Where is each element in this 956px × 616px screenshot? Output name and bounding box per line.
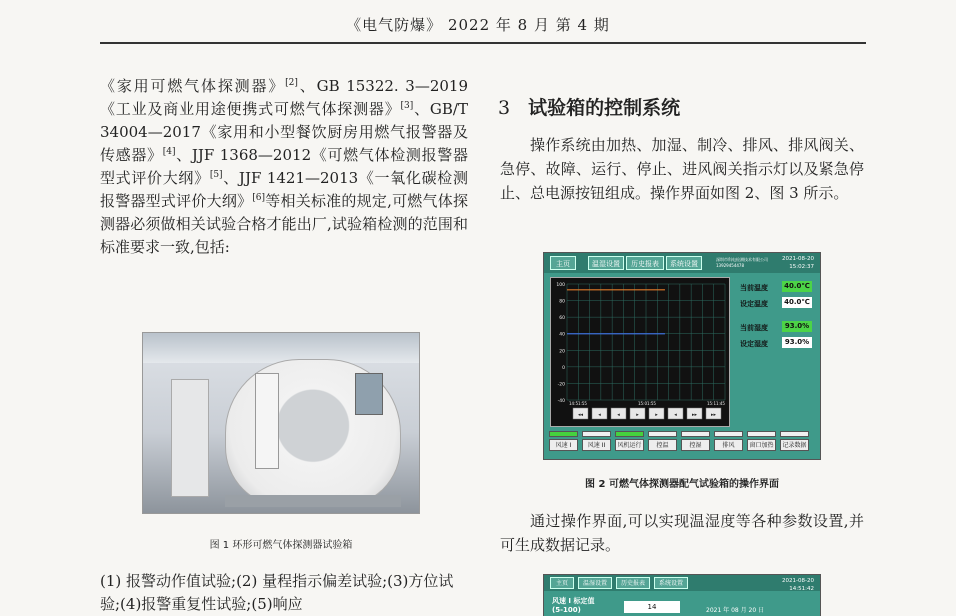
control-button[interactable] xyxy=(582,431,611,451)
chart-nav-glyph: ◂ xyxy=(674,412,677,418)
screen-time: 15:02:37 xyxy=(789,264,814,270)
screen-topbar xyxy=(544,253,820,273)
control-button-label: 排风 xyxy=(714,439,743,451)
section-number: 3 xyxy=(498,97,511,119)
citation: [3] xyxy=(400,101,414,111)
tab-history-report[interactable]: 历史报表 xyxy=(626,256,664,270)
status-indicator xyxy=(747,431,776,437)
text-run: 、GB 15322. 3—2019《工业及商业用途便携式可燃气体探测器》 xyxy=(100,77,468,118)
screen-datetime xyxy=(782,255,814,271)
y-tick-label: 60 xyxy=(559,316,565,322)
y-tick-label: 0 xyxy=(562,365,565,371)
chart-nav-glyph: ▸ xyxy=(655,412,658,418)
photo-control-panel xyxy=(355,373,383,415)
figure-1-photo xyxy=(142,332,420,514)
chart-nav-glyph: ◂◂ xyxy=(577,412,584,418)
chart-nav-glyph: ▸ xyxy=(636,412,639,418)
control-button[interactable] xyxy=(780,431,809,451)
screen-time: 14:51:42 xyxy=(789,586,814,592)
fan-speed-calibration-input[interactable]: 14 xyxy=(624,601,680,613)
status-indicator xyxy=(681,431,710,437)
figure-3-operation-screen xyxy=(543,574,821,616)
left-column-paragraph xyxy=(100,75,468,259)
screen-date: 2021-08-20 xyxy=(782,578,814,584)
figure-2-caption: 图 2 可燃气体探测器配气试验箱的操作界面 xyxy=(585,479,779,490)
status-indicator xyxy=(648,431,677,437)
left-column-list: (1) 报警动作值试验;(2) 量程指示偏差试验;(3)方位试验;(4)报警重复性试验;(5)响应 xyxy=(100,572,454,613)
photo-control-cabinet xyxy=(171,379,209,497)
reading-value: 93.0% xyxy=(782,337,812,348)
reading-label: 设定温度 xyxy=(740,300,768,308)
fan-speed-calibration-label xyxy=(552,597,594,615)
y-tick-label: -20 xyxy=(557,382,565,388)
screen-date: 2021-08-20 xyxy=(782,256,814,262)
chart-nav-glyph: ▸▸ xyxy=(710,412,717,418)
citation: [2] xyxy=(285,78,298,88)
text-run: 《家用可燃气体探测器》 xyxy=(100,77,286,95)
citation: [5] xyxy=(209,170,223,180)
control-button-label: 风机运行 xyxy=(615,439,644,451)
control-button[interactable] xyxy=(681,431,710,451)
control-button-label: 风速 I xyxy=(549,439,578,451)
reading-value: 40.0℃ xyxy=(782,297,812,308)
field-label-range: (5-100) xyxy=(552,606,581,614)
x-tick-label: 15:11:45 xyxy=(707,401,725,406)
control-button-label: 控温 xyxy=(648,439,677,451)
status-indicator xyxy=(582,431,611,437)
y-tick-label: 80 xyxy=(559,299,565,305)
status-indicator xyxy=(714,431,743,437)
date-setting-row[interactable]: 2021 年 08 月 20 日 xyxy=(706,607,765,614)
reading-label: 当前温度 xyxy=(740,284,768,292)
tab-temp-humidity-settings[interactable]: 温湿设置 xyxy=(588,256,624,270)
photo-ceiling xyxy=(143,333,419,363)
y-tick-label: -40 xyxy=(557,399,565,404)
control-button[interactable] xyxy=(648,431,677,451)
control-button-label: 记录数据 xyxy=(780,439,809,451)
section-heading xyxy=(498,93,680,120)
header-rule xyxy=(100,42,866,44)
y-tick-label: 100 xyxy=(556,283,565,288)
screen-topbar xyxy=(544,575,820,591)
trend-chart xyxy=(550,277,730,427)
chart-nav-glyph: ▸▸ xyxy=(691,412,698,418)
control-button[interactable] xyxy=(714,431,743,451)
citation: [6] xyxy=(252,193,266,203)
tab-home[interactable]: 主页 xyxy=(550,577,574,589)
reading-label: 设定湿度 xyxy=(740,340,768,348)
y-tick-label: 40 xyxy=(559,332,565,338)
citation: [4] xyxy=(162,147,176,157)
x-tick-label: 14:51:55 xyxy=(569,401,587,406)
control-button[interactable] xyxy=(549,431,578,451)
tab-temp-humidity-settings[interactable]: 温湿设置 xyxy=(578,577,612,589)
text-run: 、GB/T 34004—2017《家用和小型餐饮厨房用燃气报警器及传感器》 xyxy=(100,100,468,164)
tab-system-settings[interactable]: 系统设置 xyxy=(654,577,688,589)
text-run: 、JJF 1421—2013《一氧化碳检测报警器型式评价大纲》 xyxy=(100,169,468,210)
tab-home[interactable]: 主页 xyxy=(550,256,576,270)
right-column-paragraph-2: 通过操作界面,可以实现温湿度等各种参数设置,并可生成数据记录。 xyxy=(500,512,864,554)
text-run: 等相关标准的规定,可燃气体探测器必须做相关试验合格才能出厂,试验箱检测的范围和标准要求一致,包括: xyxy=(100,192,468,256)
tab-history-report[interactable]: 历史报表 xyxy=(616,577,650,589)
tab-system-settings[interactable]: 系统设置 xyxy=(666,256,702,270)
text-run: 、JJF 1368—2012《可燃气体检测报警器型式评价大纲》 xyxy=(100,146,468,187)
journal-title: 《电气防爆》 2022 年 8 月 第 4 期 xyxy=(346,16,610,34)
figure-1-caption: 图 1 环形可燃气体探测器试验箱 xyxy=(209,540,353,551)
control-button-label: 窗口加热 xyxy=(747,439,776,451)
company-info: 深圳市科电检测技术有限公司 13929454478 xyxy=(716,257,768,268)
screen-datetime xyxy=(782,577,814,593)
chart-nav-glyph: ◂ xyxy=(617,412,620,418)
figure-2-operation-screen xyxy=(543,252,821,460)
control-button-label: 风速 II xyxy=(582,439,611,451)
journal-header xyxy=(0,0,956,46)
y-tick-label: 20 xyxy=(559,349,565,355)
status-indicator xyxy=(549,431,578,437)
chart-nav-glyph: ◂ xyxy=(598,412,601,418)
control-button-label: 控湿 xyxy=(681,439,710,451)
reading-value: 40.0℃ xyxy=(782,281,812,292)
photo-base xyxy=(225,495,401,507)
section-title: 试验箱的控制系统 xyxy=(528,97,681,119)
status-indicator xyxy=(780,431,809,437)
field-label-line: 风速 I 标定值 xyxy=(552,597,595,605)
x-tick-label: 15:01:55 xyxy=(638,401,656,406)
reading-value: 93.0% xyxy=(782,321,812,332)
trend-chart-svg xyxy=(551,278,731,428)
right-column-paragraph: 操作系统由加热、加湿、制冷、排风、排风阀关、急停、故障、运行、停止、进风阀关指示灯以及紧急停止、总电源按钮组成。操作界面如图 2、图 3 所示。 xyxy=(500,136,864,202)
control-button[interactable] xyxy=(747,431,776,451)
photo-chamber-door xyxy=(255,373,279,469)
reading-label: 当前湿度 xyxy=(740,324,768,332)
status-indicator xyxy=(615,431,644,437)
control-button[interactable] xyxy=(615,431,644,451)
